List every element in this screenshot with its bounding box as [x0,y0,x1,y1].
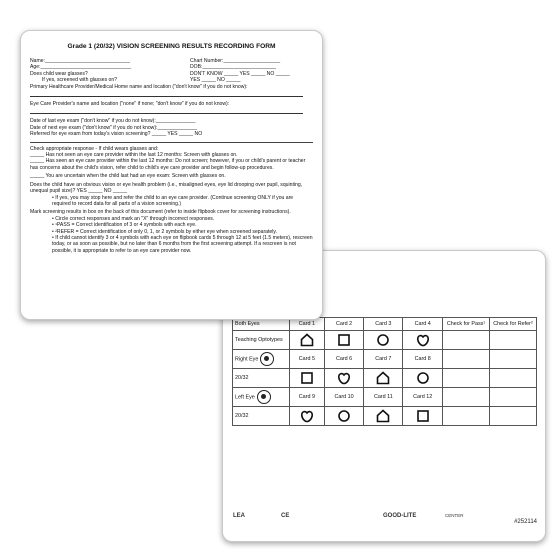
card-label: Card 10 [324,388,364,407]
mark-bullet-2: • ¹PASS = Correct identification of 3 or 4 symbols with each eye. [52,222,197,229]
pass-check-cell[interactable] [443,369,490,388]
row-label: Teaching Optotypes [233,331,290,350]
header-cell: Check for Refer² [490,318,537,331]
table-row [233,407,537,426]
refer-check-cell[interactable] [490,369,537,388]
apple-symbol-icon [324,369,364,388]
lea-logo: LEA [233,513,245,519]
eye-icon [257,390,271,404]
mark-bullet-4: • If child cannot identify 3 or 4 symbols with each eye on flipbook cards 5 through 12 at 5 feet (1.5 meters), rescreen today, or as soon as possible, but no later than 6 months from the first screening attempt. If a rescreen is not possible, it is appropriate to refer to an eye care provider now. [52,234,313,254]
eye-icon [260,352,274,366]
card-label: Card 11 [364,388,403,407]
table-row [233,388,537,407]
catalog-number: #252114 [514,519,537,525]
row-label: Right Eye [233,350,290,369]
pass-check-cell[interactable] [443,331,490,350]
dob-label: DOB: [190,64,203,71]
results-card-front [20,30,323,320]
refer-check-cell[interactable] [490,331,537,350]
refer-check-cell[interactable] [490,388,537,407]
check-intro: Check appropriate response - If child wears glasses and: [30,145,159,152]
ce-mark-icon: CE [281,513,290,519]
provider-question: Primary Healthcare Provider/Medical Home name and location ("don't know" if you do not know): [30,83,248,90]
header-cell: Card 1 [290,318,325,331]
obvious-problem-note: • If yes, you may stop here and refer the child to an eye care provider. (Continue screening ONLY if you are required to record data for all parts of a vision screening.) [52,194,294,207]
mark-bullet-3: • ²REFER = Correct identification of only 0, 1, or 2 symbols by either eye when screened separately. [52,228,277,235]
table-row [233,369,537,388]
refer-check-cell[interactable] [490,350,537,369]
glasses-question: Does child wear glasses? [30,70,88,77]
name-label: Name: [30,58,46,64]
card-label: Card 8 [403,350,443,369]
card-label: Card 12 [403,388,443,407]
pass-check-cell[interactable] [443,407,490,426]
apple-symbol-icon [403,331,443,350]
good-lite-logo: GOOD-LITE [383,513,417,519]
card-label: Card 9 [290,388,325,407]
provider-line [30,90,303,97]
results-table [232,317,537,426]
pass-check-cell[interactable] [443,350,490,369]
glasses-options: DON'T KNOW _____ YES _____ NO _____ [190,70,290,77]
mark-intro: Mark screening results in box on the back of this document (refer to inside flipbook cover for screening instructions). [30,209,291,216]
table-row [233,350,537,369]
row-label: 20/32 [233,369,290,388]
card-label: Card 7 [364,350,403,369]
last-exam: Date of last eye exam ("don't know" if you do not know):______________ [30,118,196,125]
check-option-2: _____ Has seen an eye care provider within the last 12 months: Do not screen; however, if you or child's parent or teacher has concerns about the child's vision, refer child to child's eye care provider and begin follow-up procedures. [30,158,306,171]
screened-question: If yes, screened with glasses on? [42,77,118,84]
referred-question: Referred for eye exam from today's vision screening? _____ YES _____ NO [30,131,203,138]
chart-number-label: Chart Number: [190,58,224,64]
header-cell: Card 3 [364,318,403,331]
screened-options: YES _____ NO _____ [190,77,241,84]
square-symbol-icon [324,331,364,350]
eye-provider-question: Eye Care Provider's name and location ("none" if none; "don't know" if you do not know): [30,101,230,108]
square-symbol-icon [290,369,325,388]
house-symbol-icon [364,369,403,388]
check-option-1: _____ Has not seen an eye care provider within the last 12 months: Screen with glasses on. [30,152,238,159]
square-symbol-icon [403,407,443,426]
center-logo: CENTER [445,513,464,518]
logo-strip [233,509,537,533]
age-row: Age:________________________________ DOB:__________________________ [30,64,277,71]
next-exam: Date of next eye exam ("don't know" if you do not know):______________ [30,124,198,131]
name-row: Name:______________________________ Chart Number:____________________ [30,58,281,64]
age-label: Age: [30,64,41,71]
form-title: Grade 1 (20/32) VISION SCREENING RESULTS RECORDING FORM [67,43,276,50]
card-label: Card 5 [290,350,325,369]
check-option-3: _____ You are uncertain when the child last had an eye exam: Screen with glasses on. [30,173,226,180]
obvious-problem-question: Does the child have an obvious vision or eye health problem (i.e., misaligned eyes, eye lid drooping over pupil, squinting, unequal pupil size)? YES _____ NO _____ [30,181,303,195]
pass-check-cell[interactable] [443,388,490,407]
header-cell: Both Eyes [233,318,290,331]
refer-check-cell[interactable] [490,407,537,426]
row-label: 20/32 [233,407,290,426]
apple-symbol-icon [290,407,325,426]
card-label: Card 6 [324,350,364,369]
header-cell: Check for Pass¹ [443,318,490,331]
circle-symbol-icon [403,369,443,388]
table-row [233,331,537,350]
row-label: Left Eye [233,388,290,407]
mark-bullet-1: • Circle correct responses and mark an "X" through incorrect responses. [52,215,215,222]
house-symbol-icon [290,331,325,350]
header-cell: Card 4 [403,318,443,331]
header-cell: Card 2 [324,318,364,331]
circle-symbol-icon [324,407,364,426]
house-symbol-icon [364,407,403,426]
circle-symbol-icon [364,331,403,350]
divider [30,142,313,143]
eye-provider-line [30,107,303,114]
